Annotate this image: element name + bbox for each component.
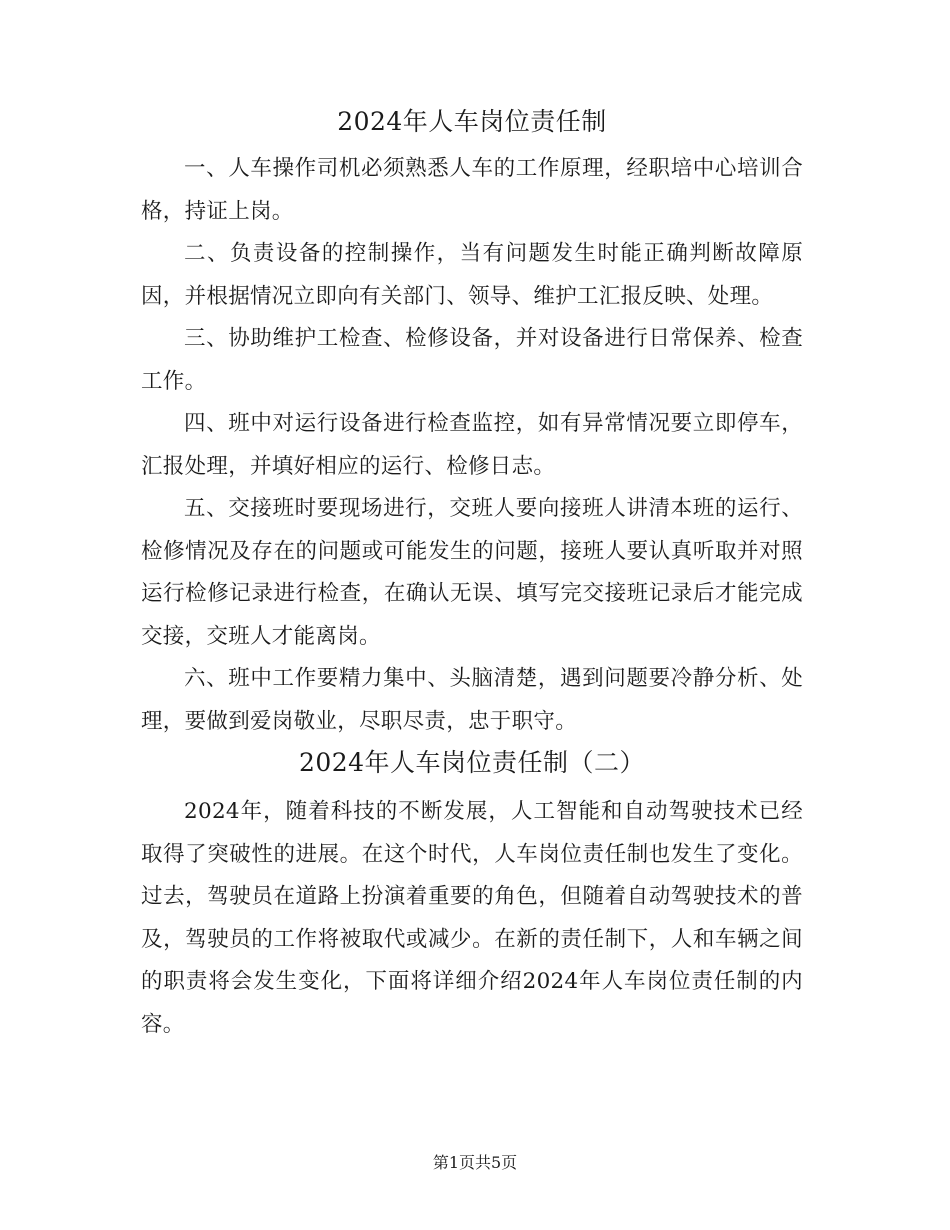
- document-content: [141, 102, 803, 1046]
- section-2-title: 2024年人车岗位责任制（二）: [298, 748, 646, 777]
- paragraph-2: 二、负责设备的控制操作，当有问题发生时能正确判断故障原因，并根据情况立即向有关部门、领导、维护工汇报反映、处理。: [141, 241, 803, 309]
- page-number: 第1页共5页: [432, 1153, 518, 1172]
- paragraph-5: 五、交接班时要现场进行，交班人要向接班人讲清本班的运行、检修情况及存在的问题或可能发生的问题，接班人要认真听取并对照运行检修记录进行检查，在确认无误、填写完交接班记录后才能完成交接，交班人才能离岗。: [141, 496, 803, 649]
- paragraph-intro-2: 2024年，随着科技的不断发展，人工智能和自动驾驶技术已经取得了突破性的进展。在这个时代，人车岗位责任制也发生了变化。过去，驾驶员在道路上扮演着重要的角色，但随着自动驾驶技术的普及，驾驶员的工作将被取代或减少。在新的责任制下，人和车辆之间的职责将会发生变化，下面将详细介绍2024年人车岗位责任制的内容。: [141, 799, 803, 1037]
- paragraph-6: 六、班中工作要精力集中、头脑清楚，遇到问题要冷静分析、处理，要做到爱岗敬业，尽职尽责，忠于职守。: [141, 666, 803, 734]
- paragraph-1: 一、人车操作司机必须熟悉人车的工作原理，经职培中心培训合格，持证上岗。: [141, 156, 803, 224]
- paragraph-3: 三、协助维护工检查、检修设备，并对设备进行日常保养、检查工作。: [141, 326, 803, 394]
- paragraph-4: 四、班中对运行设备进行检查监控，如有异常情况要立即停车，汇报处理，并填好相应的运行、检修日志。: [141, 411, 803, 479]
- document-title: 2024年人车岗位责任制: [337, 107, 607, 136]
